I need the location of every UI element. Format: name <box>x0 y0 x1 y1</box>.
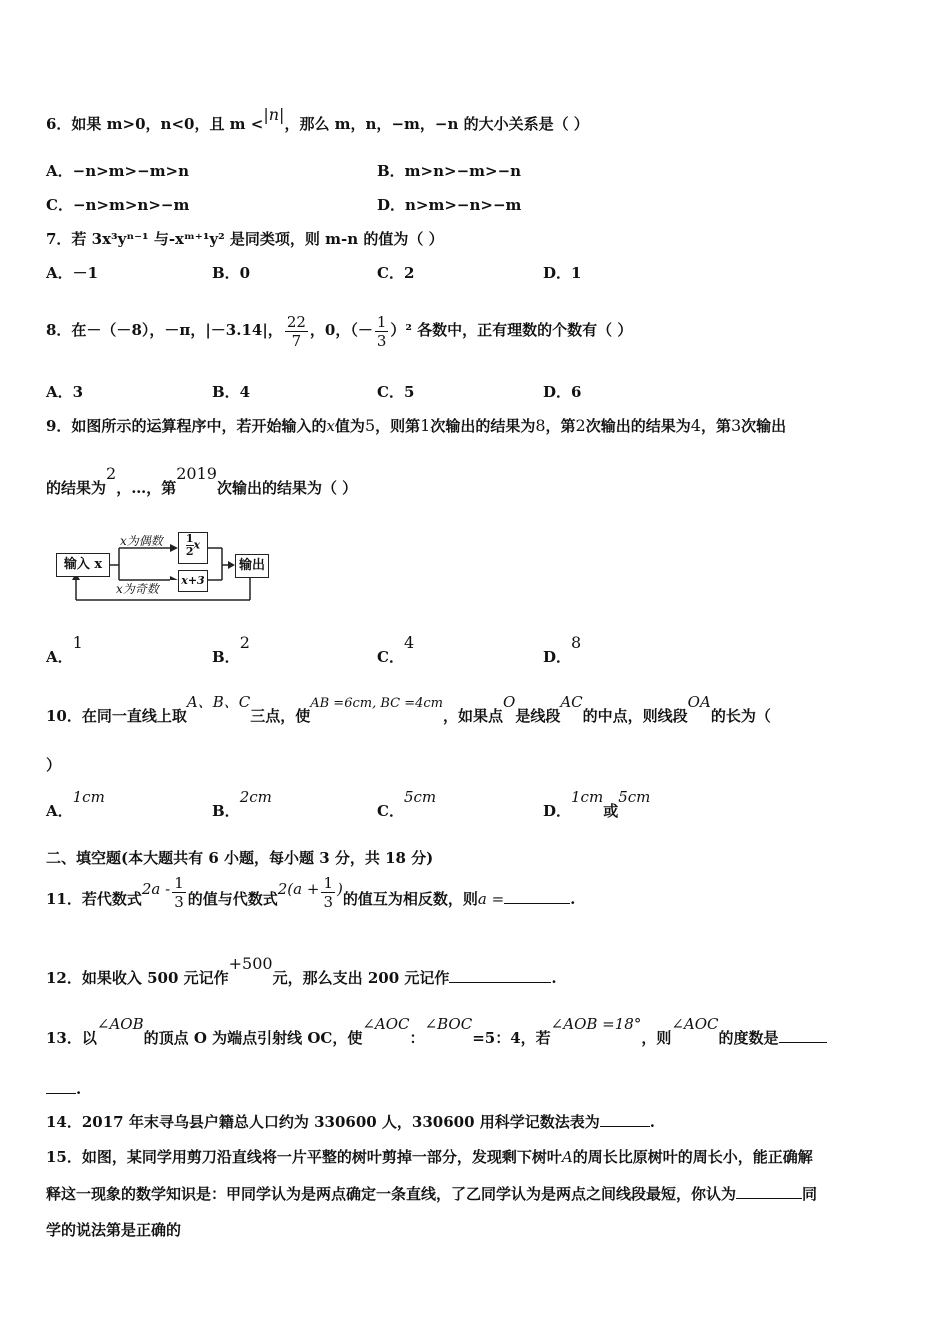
q10-option-b[interactable]: B．2cm <box>212 788 272 820</box>
q6-abs-n: |n| <box>263 105 285 124</box>
q9-line2: 的结果为2，…，第2019次输出的结果为（ ） <box>46 464 358 497</box>
q15-line3: 学的说法第是正确的 <box>46 1221 182 1239</box>
flow-output-box: 输出 <box>235 554 269 578</box>
q11-stem: 11．若代数式2a - $\frac{1}{3}$ 的值与代数式2(a + $\frac{1}{3}$ )的值互为相反数，则a = . <box>46 874 576 911</box>
q8-option-a[interactable]: A．3 <box>46 383 84 401</box>
q10-stem: 10．在同一直线上取A、B、C三点，使AB =6cm, BC =4cm，如果点O是线段AC的中点，则线段OA的长为（ <box>46 693 771 725</box>
q10-option-c[interactable]: C．5cm <box>377 788 437 820</box>
q13-continuation: . <box>46 1079 81 1099</box>
q10-close-paren: ） <box>46 756 62 774</box>
flow-odd-label: x为奇数 <box>116 582 159 596</box>
q9-option-d[interactable]: D．8 <box>543 633 582 666</box>
q7-option-d[interactable]: D．1 <box>543 264 582 282</box>
q6-stem-b: ，那么 m，n，−m，−n 的大小关系是（ ） <box>284 115 589 133</box>
q7-option-a[interactable]: A．－1 <box>46 264 99 282</box>
q8-option-b[interactable]: B．4 <box>212 383 251 401</box>
q10-option-d[interactable]: D．1cm或5cm <box>543 788 651 820</box>
q6-stem-a: 6．如果 m>0，n<0，且 m < <box>46 115 264 133</box>
q6-option-a[interactable]: A．−n>m>−m>n <box>46 162 190 180</box>
q8-fraction-1-3: $\frac{1}{3}$ <box>376 312 387 350</box>
q13-answer-blank-cont[interactable] <box>46 1079 76 1094</box>
flow-input-box: 输入 x <box>56 553 110 577</box>
q7-option-b[interactable]: B．0 <box>212 264 251 282</box>
q10-option-a[interactable]: A．1cm <box>46 788 105 820</box>
q8-fraction-22-7: $\frac{22}{7}$ <box>286 312 306 350</box>
q8-stem-c: ）² 各数中，正有理数的个数有（ ） <box>390 321 633 339</box>
q8-option-d[interactable]: D．6 <box>543 383 582 401</box>
q9-option-b[interactable]: B．2 <box>212 633 250 666</box>
q7-stem: 7．若 3x³yⁿ⁻¹ 与-xᵐ⁺¹y² 是同类项，则 m-n 的值为（ ） <box>46 230 444 248</box>
q13-stem: 13．以∠AOB的顶点 O 为端点引射线 OC，使∠AOC：∠BOC=5：4，若∠AOB =18°，则∠AOC的度数是 <box>46 1028 827 1048</box>
q6-option-c[interactable]: C．−n>m>n>−m <box>46 196 190 214</box>
q14-stem: 14．2017 年末寻乌县户籍总人口约为 330600 人，330600 用科学记数法表为 . <box>46 1113 655 1131</box>
q13-answer-blank[interactable] <box>779 1028 827 1043</box>
q6-option-d[interactable]: D．n>m>−n>−m <box>377 196 522 214</box>
q8-stem <box>46 302 632 358</box>
q11-answer-blank[interactable] <box>504 889 570 904</box>
q14-answer-blank[interactable] <box>600 1112 650 1127</box>
q9-line1: 9．如图所示的运算程序中，若开始输入的x值为5，则第1次输出的结果为8，第2次输出的结果为4，第3次输出 <box>46 416 787 435</box>
flow-even-label: x为偶数 <box>120 534 163 548</box>
q9-flowchart <box>54 530 279 610</box>
q15-answer-blank[interactable] <box>736 1184 802 1199</box>
q6-stem <box>46 105 589 134</box>
q8-stem-a: 8．在－（－8），－π，|－3.14|， <box>46 321 283 339</box>
q15-line1: 15．如图，某同学用剪刀沿直线将一片平整的树叶剪掉一部分，发现剩下树叶A的周长比原树叶的周长小，能正确解 <box>46 1148 813 1166</box>
q15-line2: 释这一现象的数学知识是：甲同学认为是两点确定一条直线，了乙同学认为是两点之间线段最短，你认为 同 <box>46 1185 818 1203</box>
q9-option-c[interactable]: C．4 <box>377 633 415 666</box>
q6-option-b[interactable]: B．m>n>−m>−n <box>377 162 522 180</box>
flow-half-box: $\frac{1}{2}$ x <box>178 532 208 564</box>
q8-stem-b: ，0，（－ <box>309 321 373 339</box>
q12-answer-blank[interactable] <box>449 968 551 983</box>
q9-option-a[interactable]: A．1 <box>46 633 83 666</box>
q12-stem: 12．如果收入 500 元记作+500元，那么支出 200 元记作 . <box>46 954 557 987</box>
section2-heading: 二、填空题(本大题共有 6 小题，每小题 3 分，共 18 分) <box>46 849 434 867</box>
q7-option-c[interactable]: C．2 <box>377 264 415 282</box>
flow-plus3-box: x+3 <box>178 570 208 592</box>
q8-option-c[interactable]: C．5 <box>377 383 415 401</box>
